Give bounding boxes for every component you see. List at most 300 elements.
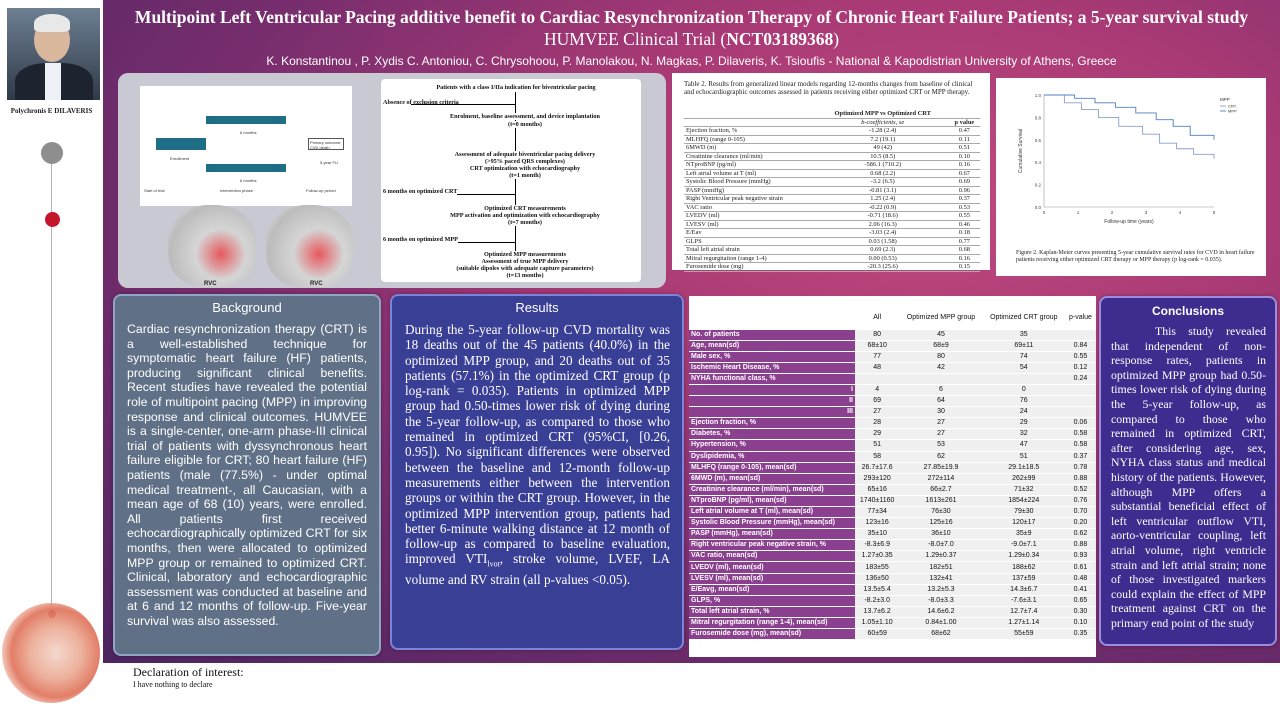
table2-cell: LVESV (ml): [684, 220, 817, 229]
table2-cell: -0.81 (3.1): [817, 186, 949, 195]
table3-cell: 29: [855, 429, 899, 440]
author-list: K. Konstantinou , P. Xydis C. Antoniou, C. Chrysohoou, P. Manolakou, N. Magkas, P. Dilaveris, K. Tsioufis - National & Kapodistrian University of Athens, Greece: [266, 54, 1117, 68]
table3-row: [689, 384, 1096, 395]
table2-cell: LVEDV (ml): [684, 212, 817, 221]
flow-mpp-meas: Optimized MPP measurements: [425, 251, 625, 258]
table3-row: [689, 573, 1096, 584]
table2-cell: NTproBNP (pg/ml): [684, 161, 817, 170]
table3-cell: 6MWD (m), mean(sd): [689, 473, 855, 484]
table3-cell: 27: [899, 418, 982, 429]
left-sidebar: [0, 0, 103, 720]
table3-col-header: p-value: [1065, 307, 1096, 329]
table3-row: [689, 362, 1096, 373]
table3-cell: 48: [855, 362, 899, 373]
table3-cell: VAC ratio, mean(sd): [689, 551, 855, 562]
table2-cell: Mitral regurgitation (range 1-4): [684, 254, 817, 263]
table3-cell: 1.27±0.35: [855, 551, 899, 562]
table3-row: [689, 440, 1096, 451]
table3-cell: 1.29±0.37: [899, 551, 982, 562]
table3-cell: NYHA functional class, %: [689, 373, 855, 384]
table3-cell: 0.58: [1065, 440, 1096, 451]
table3-cell: [983, 373, 1065, 384]
declaration-text: I have nothing to declare: [133, 680, 213, 689]
table3-cell: 47: [983, 440, 1065, 451]
table2-head-row: [684, 110, 980, 118]
table3-cell: 13.5±5.4: [855, 584, 899, 595]
table3-row: [689, 418, 1096, 429]
table3-cell: 27: [855, 407, 899, 418]
fig1-label-followup: Follow-up period: [306, 188, 336, 193]
table3-cell: 51: [855, 440, 899, 451]
table2-cell: -0.22 (0.9): [817, 203, 949, 212]
km-y-tick: 1.0: [1034, 93, 1041, 98]
flow-suitable-t: (t=13 months): [425, 272, 625, 279]
table3-cell: 80: [899, 351, 982, 362]
table3-cell: [1065, 396, 1096, 407]
table3-cell: 0.55: [1065, 351, 1096, 362]
decorative-orb: [2, 603, 100, 703]
table2-caption: Table 2. Results from generalized linear models regarding 12-months changes from baseline of clinical and echocardiographic outcomes assessed in patients receiving either optimized CRT or MPP therapy.: [684, 80, 973, 96]
table3-row: [689, 329, 1096, 340]
flow-top: Patients with a class I/IIa indication for biventricular pacing: [436, 84, 596, 91]
table3-row: [689, 584, 1096, 595]
table2-row: [684, 178, 980, 187]
table3-cell: Male sex, %: [689, 351, 855, 362]
table2-cell: Right Ventricular peak negative strain: [684, 195, 817, 204]
table3-cell: 0.61: [1065, 562, 1096, 573]
table3-cell: Diabetes, %: [689, 429, 855, 440]
table3-cell: 1.27±1.14: [983, 617, 1065, 628]
table3-row: [689, 629, 1096, 640]
conclusions-text: This study revealed that independent of non-response rates, patients in optimized MPP group had 0.50-times lower risk of dying during the 5-year follow-up, as compared to those who remained in optimized CRT, after considering age, sex, NYHA class status and medical history of the patients. However, although MPP offers a substantial beneficial effect of left ventricular outflow VTI, aorto-ventricular coupling, left atrial volume, right ventricle strain and left atrial strain; none of those investigated markers could explain the effect of MPP treatment against CRT on the primary end point of the study: [1111, 324, 1266, 630]
table3-row: [689, 462, 1096, 473]
table2-head2: b-coefficients, se: [817, 118, 949, 127]
table2-cell: 2.06 (16.3): [817, 220, 949, 229]
heart-image-mpp: [266, 205, 354, 287]
flow-enrol-t: (t=0 months): [425, 121, 625, 128]
table2-row: [684, 127, 980, 136]
fig1-label-intervention: Intervention phase: [220, 188, 253, 193]
author-photo: [7, 8, 100, 100]
table2-cell: 7.2 (19.1): [817, 135, 949, 144]
table3-row: [689, 495, 1096, 506]
table2-cell: 0.46: [949, 220, 980, 229]
table3-cell: 77: [855, 351, 899, 362]
table2-cell: 0.16: [949, 254, 980, 263]
study-timeline-figure: [140, 86, 352, 206]
heart-image-crt: [168, 205, 256, 287]
table2-row: [684, 186, 980, 195]
arrow-start: [156, 138, 206, 150]
table2-cell: PASP (mmHg): [684, 186, 817, 195]
table2-cell: -3.2 (6.5): [817, 178, 949, 187]
table3-cell: 35: [983, 329, 1065, 340]
table3-cell: 0.24: [1065, 373, 1096, 384]
table3-cell: 68±62: [899, 629, 982, 640]
table3-header-row: [689, 307, 1096, 329]
table3-row: [689, 351, 1096, 362]
table2-cell: 0.96: [949, 186, 980, 195]
table3-cell: [1065, 329, 1096, 340]
table2-row: [684, 254, 980, 263]
table3-cell: Total left atrial strain, %: [689, 606, 855, 617]
table3-cell: 0.76: [1065, 495, 1096, 506]
table3-cell: Age, mean(sd): [689, 340, 855, 351]
flow-exclusion: Absence of exclusion criteria: [383, 99, 459, 106]
poster-title: [103, 6, 1280, 50]
table3-cell: 51: [983, 451, 1065, 462]
flow-opt-meas: Optimized CRT measurements: [425, 205, 625, 212]
table3-cell: LVEDV (ml), mean(sd): [689, 562, 855, 573]
table3-cell: 13.7±6.2: [855, 606, 899, 617]
table3-cell: 68±9: [899, 340, 982, 351]
table2-head-row2: [684, 118, 980, 127]
table3-row: [689, 484, 1096, 495]
table3-cell: 6: [899, 384, 982, 395]
table3-cell: 0.30: [1065, 606, 1096, 617]
table3-cell: 26.7±17.6: [855, 462, 899, 473]
table3-row: [689, 529, 1096, 540]
table3-cell: 132±41: [899, 573, 982, 584]
table3-cell: 60±59: [855, 629, 899, 640]
km-y-tick: 0.2: [1034, 182, 1041, 188]
fig1-label-6m-b: 6 months: [240, 178, 257, 183]
table3-cell: 0.84±1.00: [899, 617, 982, 628]
table3-cell: 0.10: [1065, 617, 1096, 628]
table2-cell: 0.68 (2.2): [817, 169, 949, 178]
flow-suitable: (suitable dipoles with adequate capture parameters): [425, 265, 625, 272]
table3-intervention: Intervention: [899, 296, 1065, 307]
table3-col-header: All: [855, 307, 899, 329]
table3-cell: 120±17: [983, 518, 1065, 529]
table2-cell: Furosemide dose (mg): [684, 263, 817, 272]
table2-cell: 0.55: [949, 212, 980, 221]
table2-row: [684, 203, 980, 212]
flow-mpp-act-t: (t=7 months): [425, 219, 625, 226]
table3-row: [689, 617, 1096, 628]
km-x-tick: 5: [1212, 210, 1216, 215]
km-legend-label: CRT: [1228, 103, 1237, 109]
table3-cell: 66±2.7: [899, 484, 982, 495]
table3-cell: 14.6±6.2: [899, 606, 982, 617]
table3-cell: -7.6±3.1: [983, 595, 1065, 606]
table3-cell: 0.62: [1065, 529, 1096, 540]
table3-cell: 0.65: [1065, 595, 1096, 606]
flowchart: [381, 79, 641, 282]
table3-cell: 24: [983, 407, 1065, 418]
table2-cell: GLPS: [684, 237, 817, 246]
table3-cell: 1854±224: [983, 495, 1065, 506]
baseline-table: [689, 296, 1096, 657]
table3-cell: 0.88: [1065, 540, 1096, 551]
table3-cell: 29.1±18.5: [983, 462, 1065, 473]
table3-cell: 0.12: [1065, 362, 1096, 373]
table3-cell: LVESV (ml), mean(sd): [689, 573, 855, 584]
table2-cell: 0.15: [949, 263, 980, 272]
km-x-label: Follow-up time (years): [1104, 219, 1154, 225]
table3-cell: 64: [899, 396, 982, 407]
km-y-tick: 0.0: [1034, 205, 1041, 210]
table3-cell: Dyslipidemia, %: [689, 451, 855, 462]
table3-cell: 0.20: [1065, 518, 1096, 529]
background-text: Cardiac resynchronization therapy (CRT) is a well-established technique for symptomatic heart failure (HF) patients, producing significant clinical benefits. Recent studies have revealed the potential role of multipoint pacing (MPP) in improving response and clinical outcomes. HUMVEE is a single-center, one-arm phase-III clinical trial of patients with dyssynchronous heart failure eligible for CRT; 80 heart failure (HF) patients (male (77.5%) - under optimal medical treatment-, all Caucasian, with a mean age of 68 (10) years, were enrolled. All patients first received echocardiographically optimized CRT for six months, then were allocated to optimized MPP group or remained to optimized CRT. Clinical, laboratory and echocardiographic assessment was conducted at baseline and at 6 and 12 months of follow-up. Five-year survival was also assessed.: [127, 322, 367, 628]
table3-cell: 0.88: [1065, 473, 1096, 484]
table2-cell: 0.53: [949, 203, 980, 212]
table2-cell: Creatinine clearance (ml/min): [684, 152, 817, 161]
table2-row: [684, 169, 980, 178]
table3-cell: 76±30: [899, 507, 982, 518]
table3-cell: 35±9: [983, 529, 1065, 540]
table2-cell: 0.51: [949, 144, 980, 153]
fig1-label-6m-a: 6 months: [240, 130, 257, 135]
table2-cell: 1.25 (2.4): [817, 195, 949, 204]
table2-cell: Ejection fraction, %: [684, 127, 817, 136]
results-heading: Results: [515, 300, 559, 315]
table3-cell: 65±16: [855, 484, 899, 495]
table3-cell: 0.93: [1065, 551, 1096, 562]
table3-cell: 80: [855, 329, 899, 340]
conclusions-heading: Conclusions: [1151, 304, 1224, 318]
table3-cell: 55±59: [983, 629, 1065, 640]
table3-cell: 0.06: [1065, 418, 1096, 429]
table3-cell: 188±62: [983, 562, 1065, 573]
table3-cell: [899, 373, 982, 384]
table3-row: [689, 562, 1096, 573]
table3-cell: 36±10: [899, 529, 982, 540]
table3-row: [689, 518, 1096, 529]
table2-cell: -1.28 (2.4): [817, 127, 949, 136]
table3-cell: 0.48: [1065, 573, 1096, 584]
table3-cell: E/Eavg, mean(sd): [689, 584, 855, 595]
table2-cell: -3.03 (2.4): [817, 229, 949, 238]
table2-cell: 6MWD (m): [684, 144, 817, 153]
title-close: ): [833, 29, 840, 49]
table3-cell: 4: [855, 384, 899, 395]
title-main: Multipoint Left Ventricular Pacing additive benefit to Cardiac Resynchronization Therapy of Chronic Heart Failure Patients; a 5-year survival study: [134, 7, 1249, 27]
table2-row: [684, 135, 980, 144]
flow-mpp-act: MPP activation and optimization with echocardiography: [425, 212, 625, 219]
table2-cell: 0.68: [949, 246, 980, 255]
table2-row: [684, 229, 980, 238]
table3-cell: Left atrial volume at T (ml), mean(sd): [689, 507, 855, 518]
table3-cell: -9.0±7.1: [983, 540, 1065, 551]
table3-cell: 35±10: [855, 529, 899, 540]
table3-cell: Hypertension, %: [689, 440, 855, 451]
table2-cell: VAC ratio: [684, 203, 817, 212]
results-text-b: , stroke volume, LVEF, LA volume and RV strain (all p-values <0.05).: [405, 551, 670, 588]
table3-row: [689, 373, 1096, 384]
table3-cell: 71±32: [983, 484, 1065, 495]
table2-cell: 49 (42): [817, 144, 949, 153]
table2-cell: 0.16: [949, 161, 980, 170]
table2-row: [684, 152, 980, 161]
table3-cell: GLPS, %: [689, 595, 855, 606]
table3-row: [689, 407, 1096, 418]
table3-row: [689, 551, 1096, 562]
table3-cell: 182±51: [899, 562, 982, 573]
table2-head1: Optimized MPP vs Optimized CRT: [817, 110, 949, 118]
table2-cell: Systolic Blood Pressure (mmHg): [684, 178, 817, 187]
table2-row: [684, 246, 980, 255]
table3-cell: 53: [899, 440, 982, 451]
table3-cell: -8.0±3.3: [899, 595, 982, 606]
table3-cell: -8.3±6.9: [855, 540, 899, 551]
table3-cell: 76: [983, 396, 1065, 407]
table3-cell: 14.3±6.7: [983, 584, 1065, 595]
table3-cell: 0.58: [1065, 429, 1096, 440]
km-legend-label: MPP: [1228, 108, 1237, 114]
table3-cell: 0.52: [1065, 484, 1096, 495]
km-series-mpp: [1044, 95, 1214, 140]
author-photo-name: Polychronis E DILAVERIS: [10, 107, 93, 115]
flow-adequate: Assessment of adequate biventricular pacing delivery: [425, 151, 625, 158]
table3-cell: 28: [855, 418, 899, 429]
table3-cell: 0.70: [1065, 507, 1096, 518]
km-chart: [1008, 87, 1258, 237]
km-y-tick: 0.4: [1034, 160, 1041, 166]
table3-cell: 69±11: [983, 340, 1065, 351]
table3-cell: III: [689, 407, 855, 418]
table3-row: [689, 451, 1096, 462]
table3-cell: Ejection fraction, %: [689, 418, 855, 429]
table3-cell: 69: [855, 396, 899, 407]
table3-cell: 1740±1160: [855, 495, 899, 506]
km-series-crt: [1044, 95, 1214, 159]
table2-row: [684, 161, 980, 170]
table2-cell: 10.5 (8.5): [817, 152, 949, 161]
km-x-tick: 2: [1110, 210, 1114, 215]
arrow-lower: [206, 164, 286, 172]
table3-cell: 293±120: [855, 473, 899, 484]
table2-cell: 0.10: [949, 152, 980, 161]
table3-cell: 262±99: [983, 473, 1065, 484]
table2-head3: p value: [949, 118, 980, 127]
title-trial: HUMVEE Clinical Trial (: [543, 29, 727, 49]
table3-cell: 183±55: [855, 562, 899, 573]
table2-cell: Total left atrial strain: [684, 246, 817, 255]
table2-row: [684, 263, 980, 272]
title-nct: NCT03189368: [726, 29, 834, 49]
table3-cell: 29: [983, 418, 1065, 429]
table2-row: [684, 144, 980, 153]
table3-col-header: Optimized CRT group: [983, 307, 1065, 329]
table2: [684, 110, 980, 272]
km-x-tick: 1: [1076, 210, 1080, 215]
table3-cell: 27: [899, 429, 982, 440]
results-text: [405, 322, 670, 588]
arrow-upper: [206, 116, 286, 124]
table3-row: [689, 396, 1096, 407]
km-x-tick: 4: [1178, 210, 1182, 215]
flow-adequate2: (>95% paced QRS complexes): [425, 158, 625, 165]
table2-cell: Left atrial volume at T (ml): [684, 169, 817, 178]
table3-col-header: Optimized MPP group: [899, 307, 982, 329]
table2-cell: -586.1 (710.2): [817, 161, 949, 170]
table3-cell: [1065, 407, 1096, 418]
table3-cell: 136±50: [855, 573, 899, 584]
table3-row: [689, 507, 1096, 518]
table3-cell: Creatinine clearance (ml/min), mean(sd): [689, 484, 855, 495]
km-y-tick: 0.6: [1034, 137, 1041, 143]
km-caption: Figure 2. Kaplan-Meier curves presenting 5-year cumulative survival rates for CVD in heart failure patients receiving either optimized CRT therapy or MPP therapy (p log-rank = 0.035).: [1016, 250, 1255, 263]
table2-cell: E/Eav: [684, 229, 817, 238]
km-y-tick: 0.8: [1034, 115, 1041, 121]
table3-group-row: [689, 296, 1096, 307]
rvc-label-1: RVC: [204, 281, 217, 287]
table2-cell: 0.69 (2.3): [817, 246, 949, 255]
table3-cell: -8.2±3.0: [855, 595, 899, 606]
timeline-dot-grey: [41, 142, 63, 164]
flow-six-crt: 6 months on optimized CRT: [383, 188, 458, 195]
table2-cell: -0.71 (18.6): [817, 212, 949, 221]
table3-row: [689, 473, 1096, 484]
table3-cell: 62: [899, 451, 982, 462]
table2-row: [684, 212, 980, 221]
km-x-tick: 3: [1144, 210, 1148, 215]
table3-cell: 54: [983, 362, 1065, 373]
table3-row: [689, 340, 1096, 351]
table2-row: [684, 220, 980, 229]
table3-cell: [1065, 384, 1096, 395]
table2-cell: 0.11: [949, 135, 980, 144]
table3-cell: 272±114: [899, 473, 982, 484]
table3-cell: 30: [899, 407, 982, 418]
table3-cell: 125±16: [899, 518, 982, 529]
results-text-sub: lvot: [487, 560, 500, 570]
table2-row: [684, 195, 980, 204]
table2-cell: 0.00 (0.53): [817, 254, 949, 263]
fig1-label-outcome: Primary outcome: CVD death: [310, 140, 342, 150]
km-x-tick: 0: [1042, 210, 1046, 215]
table3-cell: 58: [855, 451, 899, 462]
timeline-dot-red: [45, 212, 60, 227]
table3-cell: 0.84: [1065, 340, 1096, 351]
table3-cell: 12.7±7.4: [983, 606, 1065, 617]
table2-cell: 0.67: [949, 169, 980, 178]
table3-cell: Mitral regurgitation (range 1-4), mean(sd): [689, 617, 855, 628]
table3-cell: Furosemide dose (mg), mean(sd): [689, 629, 855, 640]
flow-crt-opt-t: (t=1 month): [425, 172, 625, 179]
table3-cell: PASP (mmHg), mean(sd): [689, 529, 855, 540]
table3-cell: 13.2±5.3: [899, 584, 982, 595]
table2-cell: 0.37: [949, 195, 980, 204]
table3-cell: 79±30: [983, 507, 1065, 518]
table2-cell: 0.77: [949, 237, 980, 246]
table3-cell: Right ventricular peak negative strain, %: [689, 540, 855, 551]
table3-row: [689, 540, 1096, 551]
table3-cell: 77±34: [855, 507, 899, 518]
table3-row: [689, 429, 1096, 440]
table3-cell: I: [689, 384, 855, 395]
flow-enrol: Enrolment, baseline assessment, and device implantation: [425, 113, 625, 120]
table3-cell: 0: [983, 384, 1065, 395]
background-heading: Background: [212, 300, 282, 315]
table3-row: [689, 606, 1096, 617]
table3-cell: 1613±261: [899, 495, 982, 506]
rvc-label-2: RVC: [310, 281, 323, 287]
flow-assess: Assessment of true MPP delivery: [425, 258, 625, 265]
table3-cell: 32: [983, 429, 1065, 440]
table3-cell: [855, 373, 899, 384]
table3-cell: 137±59: [983, 573, 1065, 584]
table3-cell: 123±16: [855, 518, 899, 529]
km-legend-title: MPP: [1220, 97, 1230, 102]
fig1-label-fu: 5-year FU: [320, 160, 338, 165]
table3-cell: 0.35: [1065, 629, 1096, 640]
flow-six-mpp: 6 months on optimized MPP: [383, 236, 458, 243]
table3-cell: 1.05±1.10: [855, 617, 899, 628]
table3-cell: Systolic Blood Pressure (mmHg), mean(sd): [689, 518, 855, 529]
